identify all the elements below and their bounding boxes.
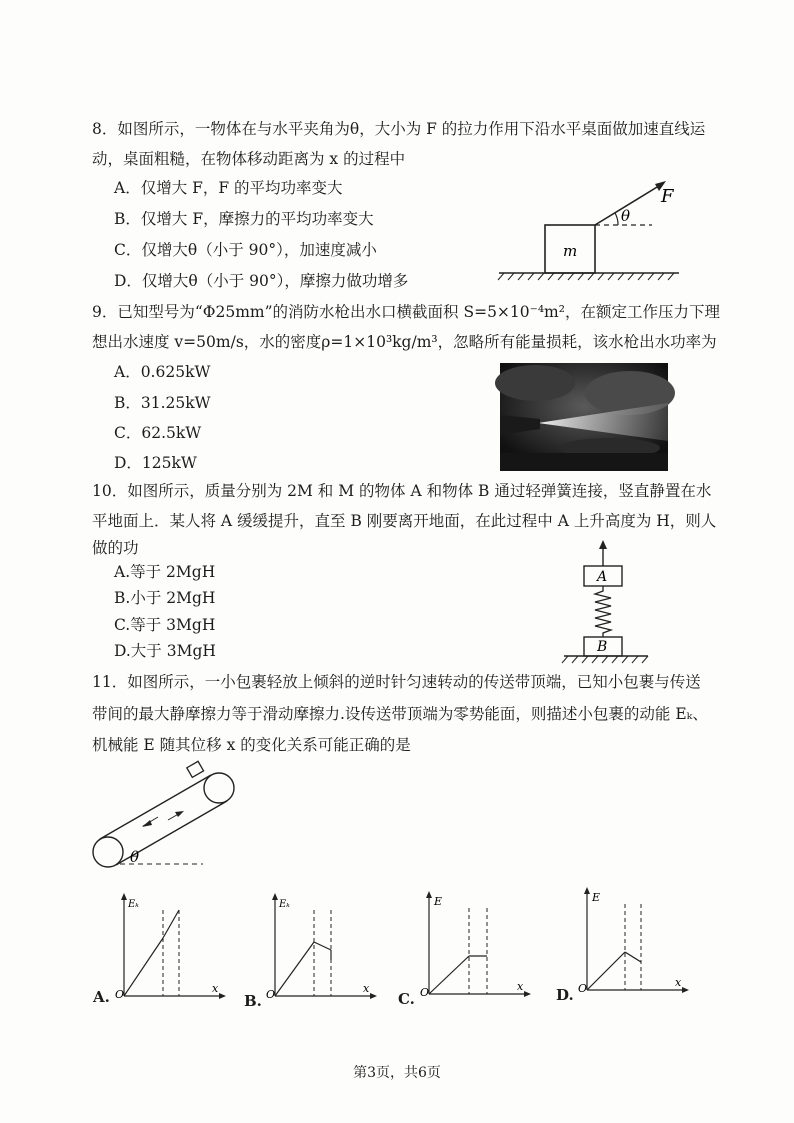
svg-text:A: A xyxy=(597,569,608,585)
svg-text:x: x xyxy=(212,982,219,995)
q11-graph-c-letter: C. xyxy=(398,990,415,1008)
q9-option-c: C．62.5kW xyxy=(114,424,202,442)
conveyor-belt-top xyxy=(100,775,211,839)
q10-option-a: A.等于 2MgH xyxy=(114,563,216,581)
q11-graph-b-letter: B. xyxy=(244,992,262,1010)
q10-stem-line3: 做的功 xyxy=(92,539,139,557)
svg-text:x: x xyxy=(517,980,524,993)
q8-angle-arc xyxy=(615,213,618,225)
package xyxy=(187,761,204,777)
q8-angle-label: θ xyxy=(621,207,631,225)
svg-text:x: x xyxy=(675,976,682,989)
q11-conveyor-figure xyxy=(88,760,248,872)
q8-force-label: F xyxy=(661,186,674,207)
q10-stem-line2: 平地面上．某人将 A 缓缓提升，直至 B 刚要离开地面，在此过程中 A 上升高度为 H，则人 xyxy=(92,512,717,530)
conveyor-lower-roller xyxy=(93,837,123,867)
q11-stem-line1: 11．如图所示，一小包裹轻放上倾斜的逆时针匀速转动的传送带顶端，已知小包裹与传送 xyxy=(92,673,701,691)
q11-graph-b xyxy=(267,892,379,1004)
q10-option-d: D.大于 3MgH xyxy=(114,642,216,660)
q9-option-a: A．0.625kW xyxy=(114,363,211,381)
q10-stem-line1: 10．如图所示，质量分别为 2M 和 M 的物体 A 和物体 B 通过轻弹簧连接，竖直静置在水 xyxy=(92,482,712,500)
q11-graph-c xyxy=(421,890,533,1002)
q8-option-c: C．仅增大θ（小于 90°），加速度减小 xyxy=(114,241,377,259)
q10-spring xyxy=(595,586,611,637)
q11-graph-d xyxy=(579,886,691,998)
q11-stem-line3: 机械能 E 随其位移 x 的变化关系可能正确的是 xyxy=(92,736,411,754)
svg-text:O: O xyxy=(420,986,430,999)
svg-text:x: x xyxy=(363,982,370,995)
q11-stem-line2: 带间的最大静摩擦力等于滑动摩擦力.设传送带顶端为零势能面，则描述小包裹的动能 Eₖ、 xyxy=(92,705,708,723)
q8-option-b: B．仅增大 F，摩擦力的平均功率变大 xyxy=(114,210,374,228)
svg-text:O: O xyxy=(266,988,276,1001)
q10-option-c: C.等于 3MgH xyxy=(114,616,216,634)
q9-water-gun-photo xyxy=(500,363,668,471)
page-footer: 第3页，共6页 xyxy=(353,1065,441,1081)
q9-stem-line2: 想出水速度 v=50m/s，水的密度ρ=1×10³kg/m³，忽略所有能量损耗，该水枪出水功率为 xyxy=(92,333,717,351)
svg-text:O: O xyxy=(578,982,588,995)
svg-text:Eₖ: Eₖ xyxy=(279,899,290,910)
q10-figure xyxy=(556,540,656,665)
q9-option-d: D．125kW xyxy=(114,454,197,472)
q8-option-d: D．仅增大θ（小于 90°），摩擦力做功增多 xyxy=(114,272,409,290)
svg-text:E: E xyxy=(592,891,601,904)
q8-stem-line1: 8．如图所示，一物体在与水平夹角为θ，大小为 F 的拉力作用下沿水平桌面做加速直线运 xyxy=(92,120,706,138)
q10-option-b: B.小于 2MgH xyxy=(114,589,216,607)
q8-mass-label: m xyxy=(563,242,578,260)
svg-text:B: B xyxy=(597,639,608,655)
q8-ground-hatch xyxy=(498,273,674,280)
q8-option-a: A．仅增大 F，F 的平均功率变大 xyxy=(114,179,343,197)
svg-text:O: O xyxy=(115,988,125,1001)
svg-text:E: E xyxy=(434,895,443,908)
belt-angle-label: θ xyxy=(130,848,140,866)
conveyor-upper-roller xyxy=(204,773,234,803)
q11-graph-a-letter: A. xyxy=(93,988,110,1006)
svg-text:Eₖ: Eₖ xyxy=(128,899,139,910)
q11-graph-a xyxy=(116,892,228,1004)
q8-figure xyxy=(494,178,684,283)
q8-stem-line2: 动，桌面粗糙，在物体移动距离为 x 的过程中 xyxy=(92,150,406,168)
q11-graph-d-letter: D. xyxy=(556,986,574,1004)
q9-option-b: B．31.25kW xyxy=(114,394,211,412)
q9-stem-line1: 9．已知型号为“Φ25mm”的消防水枪出水口横截面积 S=5×10⁻⁴m²，在额定工作压力下理 xyxy=(92,303,720,321)
